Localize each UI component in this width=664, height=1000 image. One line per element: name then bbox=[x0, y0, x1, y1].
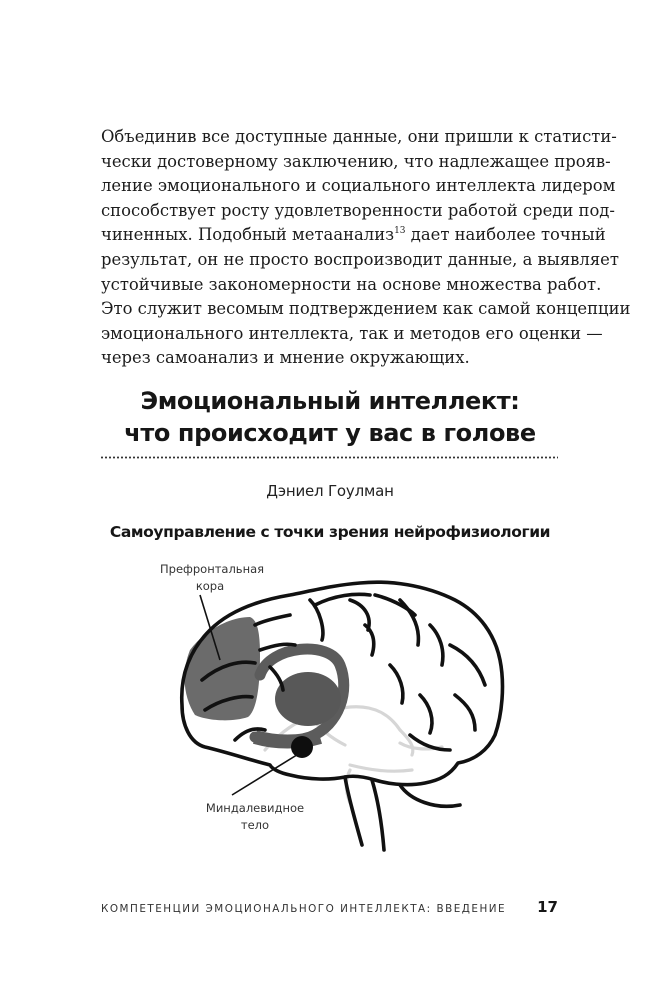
footnote-reference[interactable]: 13 bbox=[394, 226, 406, 237]
text-line: ление эмоционального и социального интеллекта лидером bbox=[101, 176, 616, 196]
dotted-divider bbox=[100, 456, 558, 459]
label-amygdala: Миндалевидное тело bbox=[205, 801, 305, 832]
text-line: Объединив все доступные данные, они пришли к статисти- bbox=[101, 127, 617, 146]
text-line: чиненных. Подобный метаанализ$^{13}$ дает наиболее точный bbox=[101, 225, 606, 245]
text-line: результат, он не просто воспроизводит данные, а выявляет bbox=[101, 249, 619, 269]
text-line: Это служит весомым подтверждением как самой концепции bbox=[101, 299, 631, 319]
text-line: устойчивые закономерности на основе множества работ. bbox=[101, 274, 602, 294]
author-name: Дэниел Гоулман bbox=[266, 482, 394, 500]
brain-illustration bbox=[150, 555, 530, 855]
text-line: чески достоверному заключению, что надлежащее прояв- bbox=[101, 151, 611, 171]
running-head: КОМПЕТЕНЦИИ ЭМОЦИОНАЛЬНОГО ИНТЕЛЛЕКТА: ВВЕДЕНИЕ bbox=[101, 903, 507, 915]
body-paragraph bbox=[101, 125, 631, 371]
text-line: через самоанализ и мнение окружающих. bbox=[101, 348, 470, 368]
page-number: 17 bbox=[537, 898, 558, 916]
text-line: способствует росту удовлетворенности работой среди под- bbox=[101, 200, 615, 220]
text-line: эмоционального интеллекта, так и методов его оценки — bbox=[101, 323, 603, 343]
figure-caption-title: Самоуправление с точки зрения нейрофизиологии bbox=[109, 523, 551, 541]
section-title: Эмоциональный интеллект: что происходит у вас в голове bbox=[124, 387, 536, 447]
label-prefrontal-cortex: Префронтальная кора bbox=[160, 562, 265, 593]
